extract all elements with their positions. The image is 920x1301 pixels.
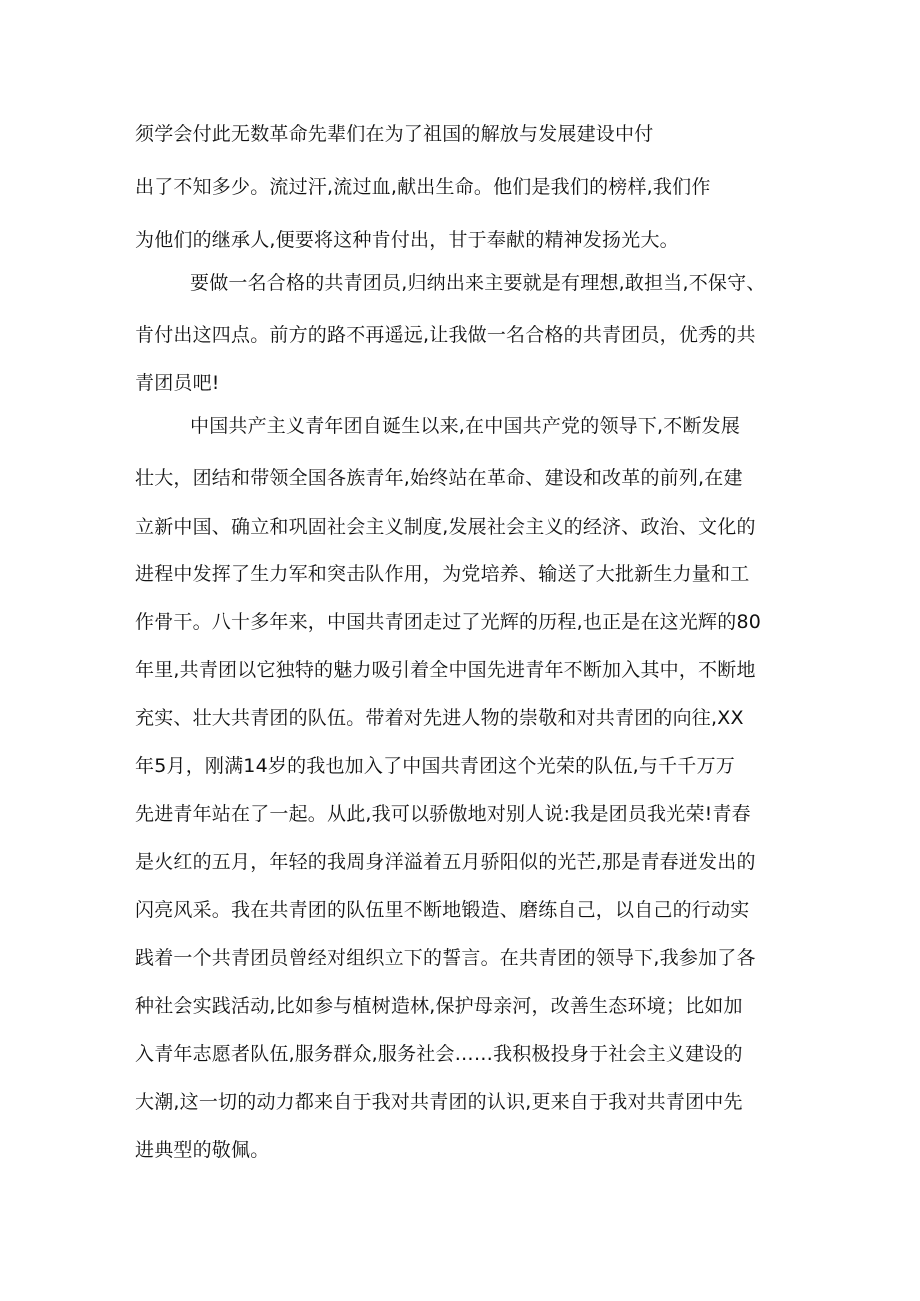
text-line: 壮大，团结和带领全国各族青年,始终站在革命、建设和改革的前列,在建 xyxy=(135,467,743,489)
text-line: 闪亮风采。我在共青团的队伍里不断地锻造、磨练自己，以自己的行动实 xyxy=(135,899,750,921)
text-line: 青团员吧! xyxy=(135,372,220,394)
text-line: 践着一个共青团员曾经对组织立下的誓言。在共青团的领导下,我参加了各 xyxy=(135,947,756,969)
text-line: 须学会付此无数革命先辈们在为了祖国的解放与发展建设中付 xyxy=(135,123,654,145)
text-line: 立新中国、确立和巩固社会主义制度,发展社会主义的经济、政治、文化的 xyxy=(135,516,756,538)
paragraph-start-line: 要做一名合格的共青团员,归纳出来主要就是有理想,敢担当,不保守、 xyxy=(190,272,766,294)
text-line: 种社会实践活动,比如参与植树造林,保护母亲河，改善生态环境；比如加 xyxy=(135,995,743,1017)
text-line: 充实、壮大共青团的队伍。带着对先进人物的崇敬和对共青团的向往,XX xyxy=(135,707,744,729)
text-line: 入青年志愿者队伍,服务群众,服务社会……我积极投身于社会主义建设的 xyxy=(135,1043,743,1065)
text-line: 是火红的五月，年轻的我周身洋溢着五月骄阳似的光芒,那是青春迸发出的 xyxy=(135,851,756,873)
text-line: 出了不知多少。流过汗,流过血,献出生命。他们是我们的榜样,我们作 xyxy=(135,176,711,198)
text-line: 作骨干。八十多年来，中国共青团走过了光辉的历程,也正是在这光辉的80 xyxy=(135,611,762,633)
text-line: 肯付出这四点。前方的路不再遥远,让我做一名合格的共青团员，优秀的共 xyxy=(135,324,756,346)
text-line: 年5月，刚满14岁的我也加入了中国共青团这个光荣的队伍,与千千万万 xyxy=(135,755,735,777)
text-line: 年里,共青团以它独特的魅力吸引着全中国先进青年不断加入其中，不断地 xyxy=(135,659,756,681)
text-line: 先进青年站在了一起。从此,我可以骄傲地对别人说:我是团员我光荣!青春 xyxy=(135,803,751,825)
text-line: 为他们的继承人,便要将这种肯付出，甘于奉献的精神发扬光大。 xyxy=(135,229,679,251)
text-line: 进程中发挥了生力军和突击队作用，为党培养、输送了大批新生力量和工 xyxy=(135,563,750,585)
text-line: 进典型的敬佩。 xyxy=(135,1139,270,1161)
text-line: 大潮,这一切的动力都来自于我对共青团的认识,更来自于我对共青团中先 xyxy=(135,1091,743,1113)
paragraph-start-line: 中国共产主义青年团自诞生以来,在中国共产党的领导下,不断发展 xyxy=(190,415,741,437)
